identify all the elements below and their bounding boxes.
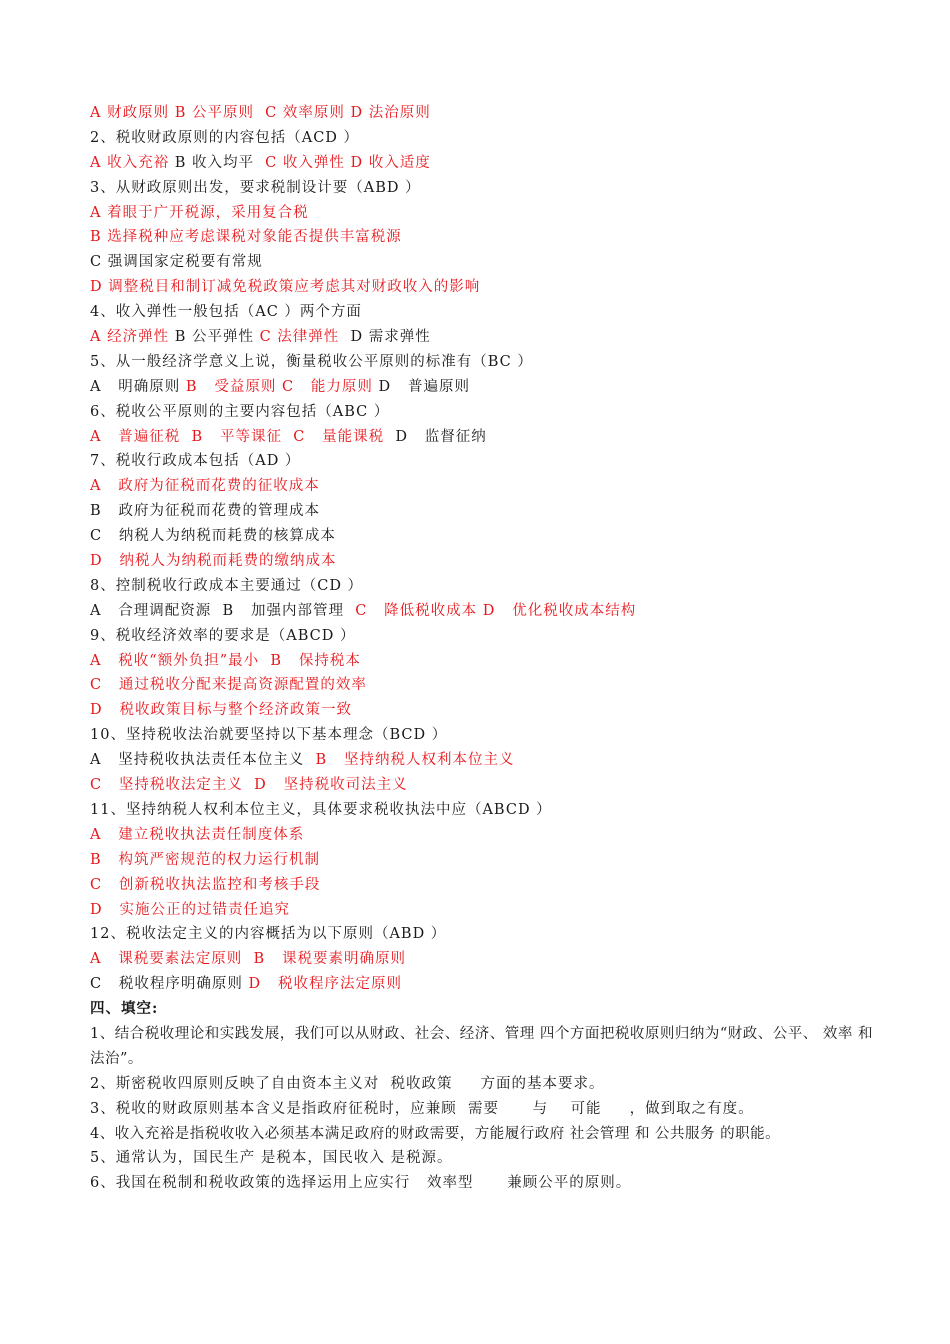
text-line (90, 225, 880, 250)
answer-text: B 受益原则 C 能力原则 (185, 378, 379, 395)
text-line (90, 873, 880, 898)
text-line (90, 524, 880, 549)
answer-text: D 实施公正的过错责任追究 (90, 901, 290, 918)
answer-text: B 选择税种应考虑课税对象能否提供丰富税源 (90, 229, 402, 246)
text-line (90, 748, 880, 773)
answer-text: A 着眼于广开税源，采用复合税 (90, 204, 309, 221)
text-line (90, 201, 880, 226)
text-line (90, 350, 880, 375)
question-text: A 合理调配资源 B 加强内部管理 (90, 602, 350, 619)
question-text: 9、税收经济效率的要求是（ABCD ） (90, 627, 356, 644)
question-text: A 坚持税收执法责任本位主义 (90, 752, 316, 769)
text-line (90, 176, 880, 201)
answer-text: B 构筑严密规范的权力运行机制 (90, 851, 320, 868)
text-line (90, 997, 880, 1022)
text-line (90, 972, 880, 997)
text-line (90, 848, 880, 873)
text-line (90, 1146, 880, 1171)
answer-text: A 税收“额外负担”最小 B 保持税本 (90, 652, 361, 669)
text-line (90, 574, 880, 599)
answer-text: A 政府为征税而花费的征收成本 (90, 478, 320, 495)
answer-text: B 坚持纳税人权利本位主义 (315, 752, 515, 769)
question-text: B 政府为征税而花费的管理成本 (90, 503, 320, 520)
answer-text: A 财政原则 B 公平原则 C 效率原则 D 法治原则 (90, 105, 431, 121)
text-line (90, 1072, 880, 1097)
text-line (90, 499, 880, 524)
question-text: C 税收程序明确原则 (90, 976, 249, 993)
question-text: 2、斯密税收四原则反映了自由资本主义对 税收政策 方面的基本要求。 (90, 1075, 605, 1092)
question-text: 5、从一般经济学意义上说，衡量税收公平原则的标准有（BC ） (90, 353, 533, 370)
text-line (90, 300, 880, 325)
question-text: 11、坚持纳税人权利本位主义，具体要求税收执法中应（ABCD ） (90, 801, 552, 818)
text-line (90, 474, 880, 499)
question-text: D 需求弹性 (344, 329, 431, 346)
answer-text: D 调整税目和制订减免税政策应考虑其对财政收入的影响 (90, 279, 481, 296)
answer-text: A 建立税收执法责任制度体系 (90, 826, 305, 843)
text-line (90, 151, 880, 176)
answer-text: A 经济弹性 (90, 329, 175, 346)
text-line (90, 549, 880, 574)
text-line (90, 101, 880, 126)
question-text: 2、税收财政原则的内容包括（ACD ） (90, 129, 360, 146)
question-text: 3、从财政原则出发，要求税制设计要（ABD ） (90, 179, 421, 196)
answer-text: C 通过税收分配来提高资源配置的效率 (90, 677, 367, 694)
text-line (90, 1122, 880, 1147)
answer-text: A 普遍征税 B 平等课征 C 量能课税 (90, 428, 390, 445)
question-text: 四、填空: (90, 1000, 159, 1018)
question-text: D 普遍原则 (378, 378, 470, 395)
question-text: 6、我国在税制和税收政策的选择运用上应实行 效率型 兼顾公平的原则。 (90, 1175, 632, 1192)
text-line (90, 922, 880, 947)
question-text: B 收入均平 (174, 154, 260, 171)
question-text: 4、收入弹性一般包括（AC ）两个方面 (90, 304, 362, 321)
question-text: C 纳税人为纳税而耗费的核算成本 (90, 528, 336, 545)
text-line (90, 425, 880, 450)
question-text: A 明确原则 (90, 378, 186, 395)
question-text: 8、控制税收行政成本主要通过（CD ） (90, 577, 364, 594)
text-line (90, 624, 880, 649)
text-line (90, 250, 880, 275)
text-line (90, 823, 880, 848)
answer-text: C 坚持税收法定主义 D 坚持税收司法主义 (90, 777, 408, 794)
document-body (90, 101, 880, 1196)
text-line (90, 723, 880, 748)
question-text: D 监督征纳 (389, 428, 487, 445)
text-line (90, 947, 880, 972)
text-line (90, 275, 880, 300)
answer-text: C 法律弹性 (259, 329, 345, 346)
question-text: 7、税收行政成本包括（AD ） (90, 453, 301, 470)
question-text: 5、通常认为，国民生产 是税本，国民收入 是税源。 (90, 1150, 453, 1167)
answer-text: A 课税要素法定原则 B 课税要素明确原则 (90, 951, 406, 968)
answer-text: A 收入充裕 (90, 154, 175, 171)
question-text: 10、坚持税收法治就要坚持以下基本理念（BCD ） (90, 727, 448, 744)
text-line (90, 599, 880, 624)
text-line (90, 1022, 880, 1072)
answer-text: D 税收程序法定原则 (248, 976, 402, 993)
text-line (90, 375, 880, 400)
question-text: C 强调国家定税要有常规 (90, 254, 263, 271)
question-text: B 公平弹性 (174, 329, 260, 346)
answer-text: D 税收政策目标与整个经济政策一致 (90, 702, 352, 719)
text-line (90, 1171, 880, 1196)
text-line (90, 673, 880, 698)
question-text: 1、结合税收理论和实践发展，我们可以从财政、社会、经济、管理 四个方面把税收原则归纳为“财政、公平、 效率 和法治”。 (90, 1025, 873, 1067)
text-line (90, 698, 880, 723)
question-text: 12、税收法定主义的内容概括为以下原则（ABD ） (90, 926, 447, 943)
text-line (90, 449, 880, 474)
text-line (90, 126, 880, 151)
answer-text: C 创新税收执法监控和考核手段 (90, 876, 321, 893)
text-line (90, 773, 880, 798)
text-line (90, 400, 880, 425)
answer-text: C 降低税收成本 D 优化税收成本结构 (349, 602, 637, 619)
text-line (90, 898, 880, 923)
question-text: 4、收入充裕是指税收收入必须基本满足政府的财政需要，方能履行政府 社会管理 和 公共服务 的职能。 (90, 1125, 781, 1142)
text-line (90, 1097, 880, 1122)
answer-text: D 纳税人为纳税而耗费的缴纳成本 (90, 553, 337, 570)
text-line (90, 649, 880, 674)
text-line (90, 798, 880, 823)
text-line (90, 325, 880, 350)
question-text: 3、税收的财政原则基本含义是指政府征税时，应兼顾 需要 与 可能 ，做到取之有度。 (90, 1100, 754, 1117)
question-text: 6、税收公平原则的主要内容包括（ABC ） (90, 403, 390, 420)
answer-text: C 收入弹性 D 收入适度 (259, 154, 431, 171)
